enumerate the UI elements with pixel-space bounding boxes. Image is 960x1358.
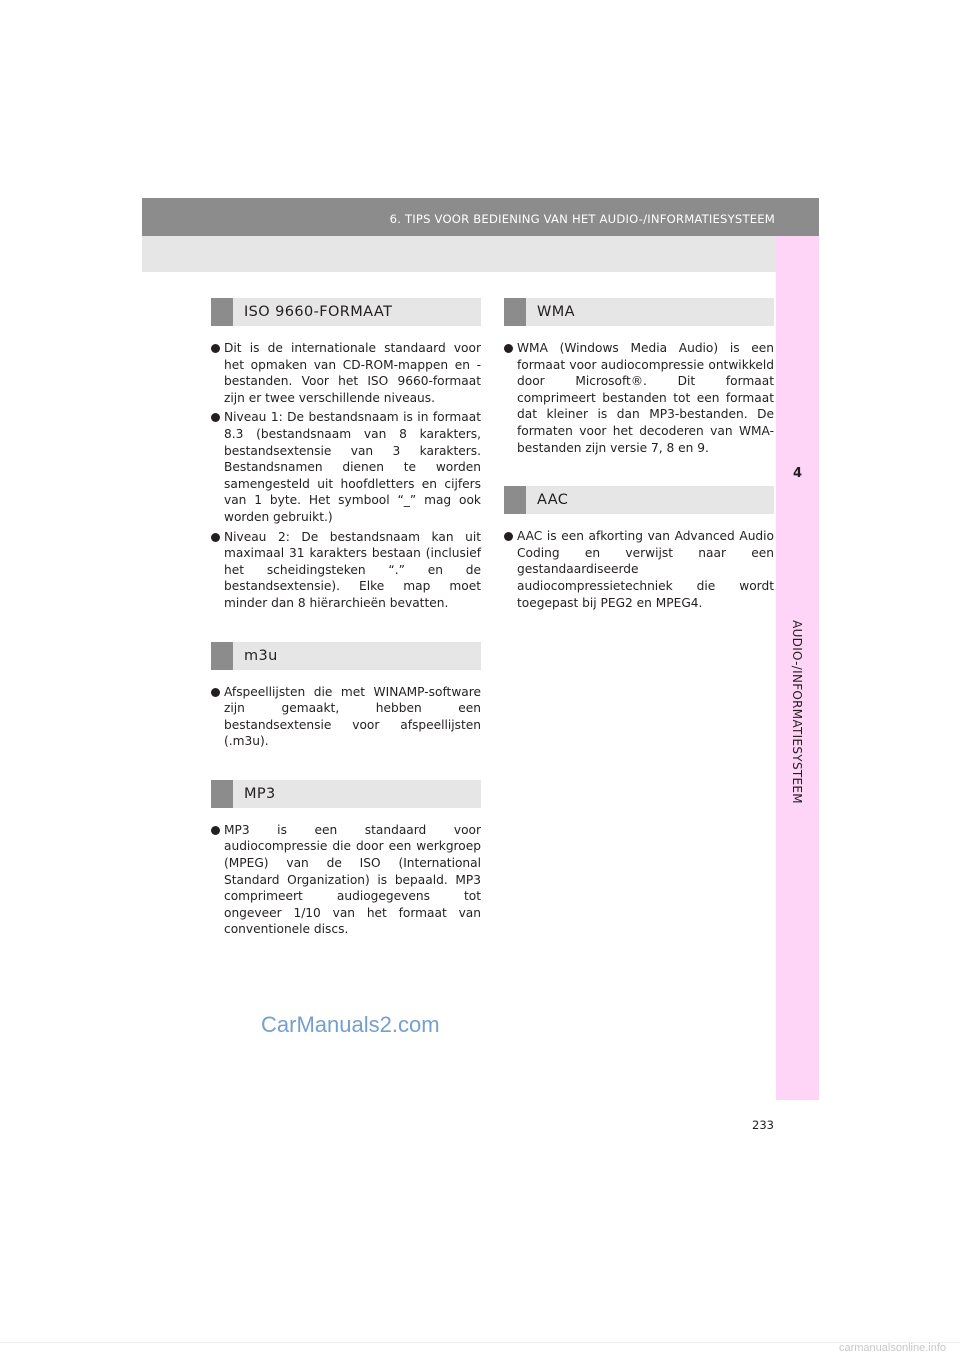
bullet-text: Dit is de internationale standaard voor het opmaken van CD-ROM-mappen en -bestanden. Voor het ISO 9660-formaat zijn er twee verschillende niveaus. [224,341,481,405]
bullet-text: Afspeellijsten die met WINAMP-software zijn gemaakt, hebben een bestandsextensie voor afspeellijsten (.m3u). [224,684,481,749]
bullet-item [504,528,774,611]
heading-marker [504,486,526,514]
right-column [504,298,774,611]
header-bar [142,198,819,236]
bullet-text: MP3 is een standaard voor audiocompressie die door een werkgroep (MPEG) van de ISO (International Standard Organization) is bepaald. MP3 comprimeert audiogegevens tot ongeveer 1/10 van het formaat van conventionele discs. [224,822,481,937]
page-number: 233 [752,1118,774,1132]
section-heading-mp3 [211,780,481,808]
section-heading-iso [211,298,481,326]
section-title: ISO 9660-FORMAAT [244,304,393,320]
heading-marker [211,780,233,808]
section-title: m3u [244,647,278,664]
bullet-icon [211,688,220,697]
section-title: WMA [537,304,575,320]
bullet-item [211,409,481,525]
bullet-icon [211,826,220,835]
section-title: AAC [537,492,569,509]
footer-watermark[interactable]: carmanualsonline.info [838,1342,946,1354]
chapter-side-tab [776,236,819,1100]
bullet-text: AAC is een afkorting van Advanced Audio Coding en verwijst naar een gestandaardiseerde audiocompressietechniek die wordt toegepast bij PEG2 en MPEG4. [517,529,774,610]
bullet-text: WMA (Windows Media Audio) is een formaat voor audiocompressie ontwikkeld door Microsoft®. Dit formaat comprimeert bestanden tot een formaat dat kleiner is dan MP3-bestanden. De formaten voor het decoderen van WMA-bestanden zijn versie 7, 8 en 9. [517,341,774,455]
bullet-icon [211,344,220,353]
chapter-title: 6. TIPS VOOR BEDIENING VAN HET AUDIO-/INFORMATIESYSTEEM [389,212,775,226]
bullet-item [211,822,481,938]
bullet-text: Niveau 1: De bestandsnaam is in formaat 8.3 (bestandsnaam van 8 karakters, bestandsextensie van 3 karakters. Bestandsnamen dienen te worden samengesteld uit hoofdletters en cijfers van 1 byte. Het symbool “_” mag ook worden gebruikt.) [224,410,481,524]
bullet-item [211,340,481,406]
bullet-item [211,684,481,750]
bullet-item [211,529,481,612]
heading-marker [211,642,233,670]
bullet-icon [504,532,513,541]
section-heading-wma [504,298,774,326]
heading-marker [211,298,233,326]
chapter-side-label: AUDIO-/INFORMATIESYSTEEM [790,620,804,804]
bullet-icon [504,344,513,353]
section-heading-aac [504,486,774,514]
bullet-item [504,340,774,456]
bullet-icon [211,413,220,422]
bullet-icon [211,533,220,542]
page-header [142,198,819,272]
footer-divider [0,1342,960,1343]
heading-marker [504,298,526,326]
left-column [211,298,481,938]
watermark-logo[interactable]: CarManuals2.com [261,1012,440,1037]
section-heading-m3u [211,642,481,670]
chapter-number: 4 [792,466,803,481]
section-title: MP3 [244,785,276,802]
bullet-text: Niveau 2: De bestandsnaam kan uit maximaal 31 karakters bestaan (inclusief het scheidingsteken “.” en de bestandsextensie). Elke map moet minder dan 8 hiërarchieën bevatten. [224,529,481,610]
